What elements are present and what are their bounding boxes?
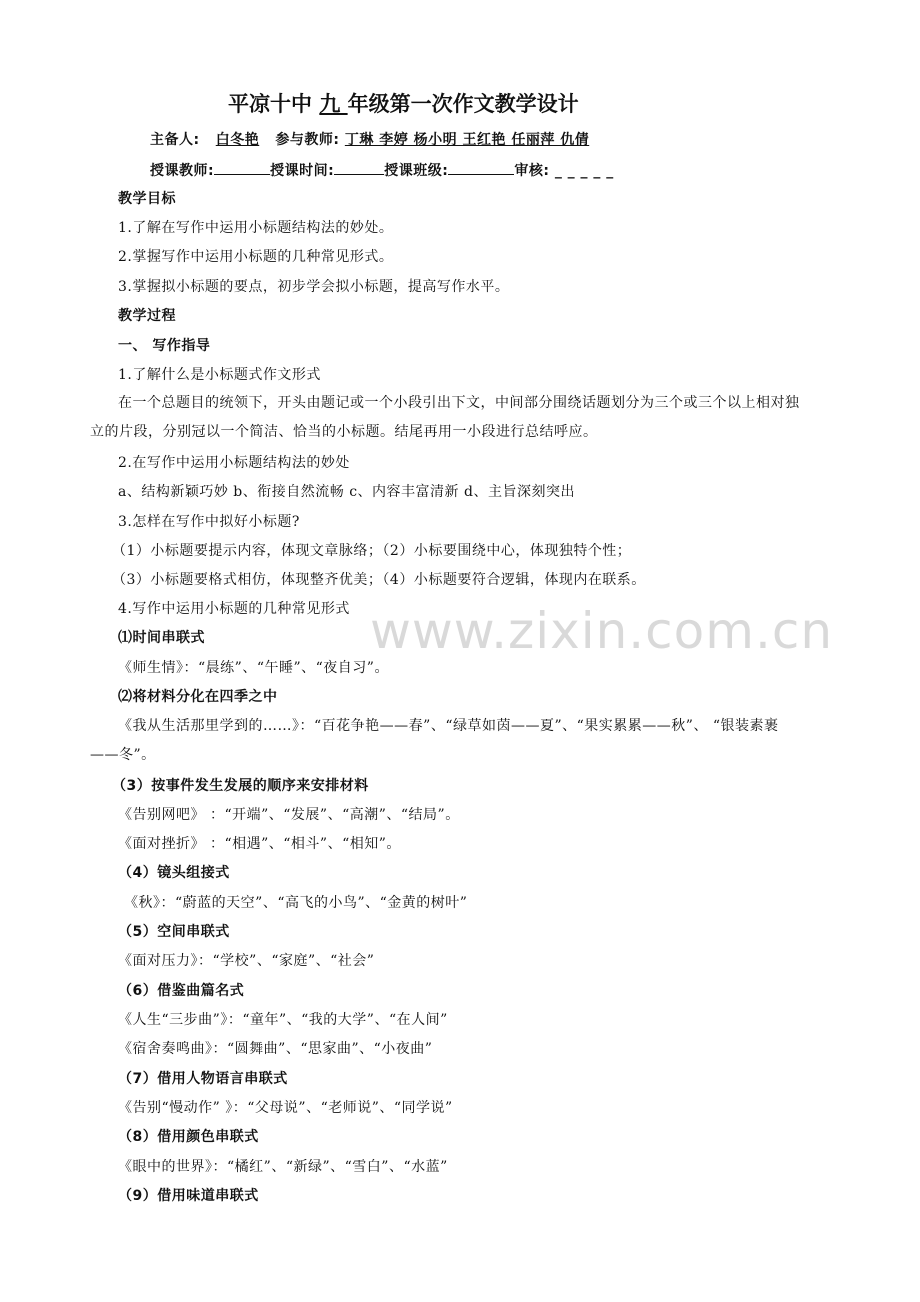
question-3-line: （1）小标题要提示内容，体现文章脉络；（2）小标要围绕中心，体现独特个性；	[112, 543, 632, 559]
goals-heading: 教学目标	[118, 191, 176, 207]
time-label: 授课时间:	[270, 163, 335, 179]
teacher-label: 授课教师:	[150, 163, 215, 179]
participants-label: 参与教师:	[275, 132, 340, 148]
form-heading: ⑴时间串联式	[118, 630, 205, 646]
form-example: 《眼中的世界》：“橘红”、“新绿”、“雪白”、“水蓝”	[118, 1159, 448, 1175]
time-blank	[334, 160, 384, 175]
question-2: 2.在写作中运用小标题结构法的妙处	[118, 455, 350, 471]
form-heading: （5）空间串联式	[118, 924, 230, 940]
form-example: 《面对压力》：“学校”、“家庭”、“社会”	[118, 953, 375, 969]
form-heading: （4）镜头组接式	[118, 865, 230, 881]
goal-item: 3.掌握拟小标题的要点，初步学会拟小标题，提高写作水平。	[118, 279, 510, 295]
form-heading: （8）借用颜色串联式	[118, 1129, 259, 1145]
form-heading: （9）借用味道串联式	[118, 1188, 259, 1204]
title-grade: 九	[319, 92, 348, 116]
meta-line-2	[150, 160, 614, 181]
goal-item: 1.了解在写作中运用小标题结构法的妙处。	[118, 220, 394, 236]
class-label: 授课班级:	[384, 163, 449, 179]
lead-name: 白冬艳	[215, 132, 260, 148]
form-example: 《师生情》：“晨练”、“午睡”、“夜自习”。	[118, 660, 389, 676]
form-heading: （3）按事件发生发展的顺序来安排材料	[112, 778, 369, 794]
meta-line-1	[150, 130, 589, 150]
form-heading: ⑵将材料分化在四季之中	[118, 689, 278, 705]
class-blank	[448, 160, 514, 175]
form-example: 《秋》：“蔚蓝的天空”、“高飞的小鸟”、“金黄的树叶”	[124, 895, 468, 911]
document-title	[228, 90, 579, 118]
form-example: 《告别“慢动作” 》：“父母说”、“老师说”、“同学说”	[118, 1100, 453, 1116]
lead-label: 主备人:	[150, 132, 200, 148]
question-4: 4.写作中运用小标题的几种常见形式	[118, 601, 350, 617]
watermark: www.zixin.com.cn	[370, 602, 834, 660]
review-label: 审核:	[514, 163, 550, 179]
question-3: 3.怎样在写作中拟好小标题?	[118, 514, 300, 530]
title-prefix: 平凉十中	[228, 92, 320, 116]
question-1: 1.了解什么是小标题式作文形式	[118, 367, 321, 383]
question-3-line: （3）小标题要格式相仿，体现整齐优美；（4）小标题要符合逻辑，体现内在联系。	[112, 572, 646, 588]
form-example: 《宿舍奏鸣曲》：“圆舞曲”、“思家曲”、“小夜曲”	[118, 1041, 433, 1057]
form-example: 《我从生活那里学到的……》：“百花争艳——春”、“绿草如茵——夏”、“果实累累——秋”、 “银装素裹——冬”。	[90, 718, 779, 763]
title-suffix: 年级第一次作文教学设计	[347, 92, 579, 116]
section-heading: 一、 写作指导	[118, 338, 211, 354]
process-heading: 教学过程	[118, 308, 176, 324]
form-heading: （6）借鉴曲篇名式	[118, 983, 245, 999]
goal-item: 2.掌握写作中运用小标题的几种常见形式。	[118, 249, 394, 265]
form-heading: （7）借用人物语言串联式	[118, 1071, 288, 1087]
review-value: _ _ _ _ _	[554, 163, 614, 179]
form-example: 《人生“三步曲”》：“童年”、“我的大学”、“在人间”	[118, 1012, 448, 1028]
participants-names: 丁琳 李婷 杨小明 王红艳 任丽萍 仇倩	[344, 132, 590, 148]
form-example: 《告别网吧》 ：“开端”、“发展”、“高潮”、“结局”。	[118, 807, 460, 823]
question-1-text: 在一个总题目的统领下，开头由题记或一个小段引出下文，中间部分围绕话题划分为三个或三个以上相对独立的片段，分别冠以一个简洁、恰当的小标题。结尾再用一小段进行总结呼应。	[90, 395, 800, 440]
teacher-blank	[214, 160, 270, 175]
form-example: 《面对挫折》 ：“相遇”、“相斗”、“相知”。	[118, 836, 401, 852]
question-2-text: a、结构新颖巧妙 b、衔接自然流畅 c、内容丰富清新 d、主旨深刻突出	[118, 484, 575, 500]
